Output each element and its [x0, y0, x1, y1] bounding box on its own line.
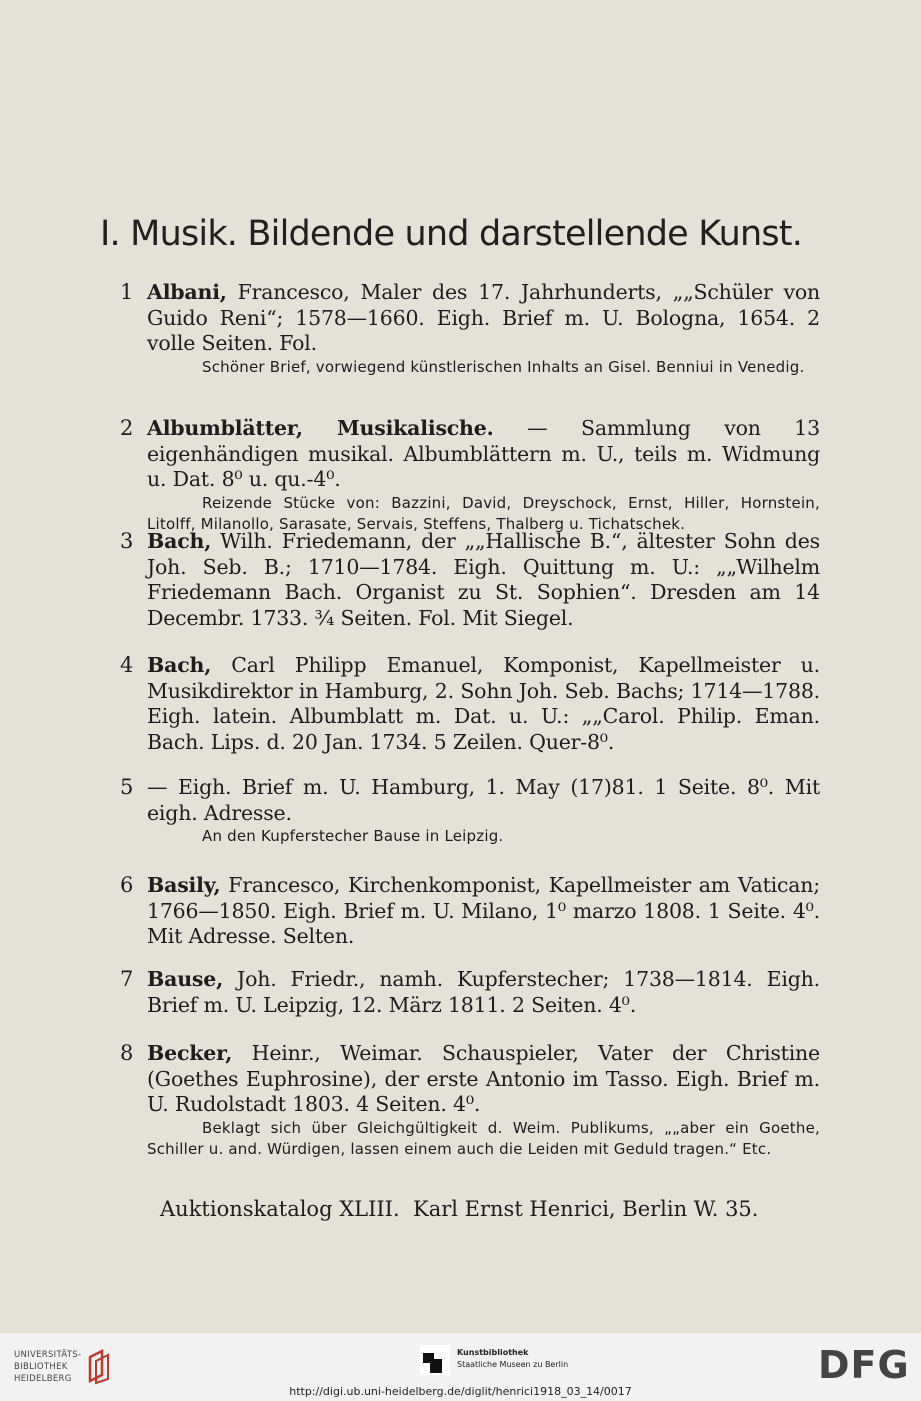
catalog-entry: [120, 1041, 820, 1160]
catalog-entry: [120, 775, 820, 847]
entry-name: Albumblätter, Musikalische.: [147, 416, 494, 440]
catalog-entry: [120, 280, 820, 378]
ub-logo-line: BIBLIOTHEK: [14, 1362, 68, 1372]
entry-text: — Eigh. Brief m. U. Hamburg, 1. May (17)81. 1 Seite. 8⁰. Mit eigh. Adresse.: [147, 775, 820, 825]
catalog-entry: [120, 529, 820, 631]
kunstbibliothek-sub: Staatliche Museen zu Berlin: [457, 1360, 569, 1369]
kunstbibliothek-logo[interactable]: [420, 1345, 569, 1379]
catalog-entry: [120, 967, 820, 1018]
entry-name: Becker,: [147, 1041, 233, 1065]
entry-body: [147, 967, 820, 1018]
entry-note: Reizende Stücke von: Bazzini, David, Dreyschock, Ernst, Hiller, Hornstein, Litolff, Milanollo, Sarasate, Servais, Steffens, Thalberg u. Tichatschek.: [147, 493, 820, 533]
entry-text: Carl Philipp Emanuel, Komponist, Kapellmeister u. Musikdirektor in Hamburg, 2. Sohn Joh. Seb. Bachs; 1714—1788. Eigh. latein. Albumblatt m. Dat. u. U.: „„Carol. Philip. Eman. Bach. Lips. d. 20 Jan. 1734. 5 Zeilen. Quer-8⁰.: [147, 653, 820, 754]
entry-number: 6: [120, 873, 134, 897]
entry-body: [147, 775, 820, 826]
entry-note: Beklagt sich über Gleichgültigkeit d. Weim. Publikums, „„aber ein Goethe, Schiller u. and. Würdigen, lassen einem auch die Leiden mit Geduld tragen.“ Etc.: [147, 1118, 820, 1158]
ub-logo-line: HEIDELBERG: [14, 1374, 72, 1384]
entry-name: Bach,: [147, 529, 212, 553]
entry-text: Heinr., Weimar. Schauspieler, Vater der Christine (Goethes Euphrosine), der erste Antonio im Tasso. Eigh. Brief m. U. Rudolstadt 1803. 4 Seiten. 4⁰.: [147, 1041, 820, 1116]
entry-text: Francesco, Maler des 17. Jahrhunderts, „„Schüler von Guido Reni“; 1578—1660. Eigh. Brief m. U. Bologna, 1654. 2 volle Seiten. Fol.: [147, 280, 820, 355]
entry-number: 5: [120, 775, 134, 799]
entry-body: [147, 416, 820, 493]
entry-text: — Sammlung von 13 eigenhändigen musikal. Albumblättern m. U., teils m. Widmung u. Dat. 8⁰ u. qu.-4⁰.: [147, 416, 820, 491]
entry-number: 8: [120, 1041, 134, 1065]
entry-text: Wilh. Friedemann, der „„Hallische B.“, ältester Sohn des Joh. Seb. B.; 1710—1784. Eigh. Quittung m. U.: „„Wilhelm Friedemann Bach. Organist zu St. Sophien“. Dresden am 14 Decembr. 1733. ¾ Seiten. Fol. Mit Siegel.: [147, 529, 820, 630]
ub-seal-icon: [84, 1347, 124, 1387]
entry-number: 1: [120, 280, 134, 304]
catalog-entry: [120, 653, 820, 755]
dfg-logo[interactable]: DFG: [818, 1343, 910, 1387]
entry-number: 3: [120, 529, 134, 553]
entry-number: 2: [120, 416, 134, 440]
entry-body: [147, 1041, 820, 1118]
page-url[interactable]: http://digi.ub.uni-heidelberg.de/diglit/henrici1918_03_14/0017: [289, 1385, 632, 1398]
kunstbibliothek-name: Kunstbibliothek: [457, 1348, 529, 1357]
entry-body: [147, 280, 820, 357]
ub-heidelberg-logo[interactable]: [14, 1347, 134, 1387]
entry-text: Francesco, Kirchenkomponist, Kapellmeister am Vatican; 1766—1850. Eigh. Brief m. U. Milano, 1⁰ marzo 1808. 1 Seite. 4⁰. Mit Adresse. Selten.: [147, 873, 820, 948]
entry-body: [147, 529, 820, 631]
ub-logo-text: [14, 1349, 81, 1385]
entry-note: Schöner Brief, vorwiegend künstlerischen Inhalts an Gisel. Benniui in Venedig.: [202, 357, 805, 376]
entry-name: Basily,: [147, 873, 221, 897]
entry-name: Albani,: [147, 280, 227, 304]
entry-number: 7: [120, 967, 134, 991]
entry-body: [147, 873, 820, 950]
kunstbibliothek-mark-icon: [420, 1345, 450, 1375]
kunstbibliothek-text: [457, 1347, 568, 1371]
entry-name: Bach,: [147, 653, 212, 677]
entry-body: [147, 653, 820, 755]
entry-number: 4: [120, 653, 134, 677]
catalog-entry: [120, 416, 820, 535]
catalog-entry: [120, 873, 820, 950]
entry-note: An den Kupferstecher Bause in Leipzig.: [202, 827, 504, 845]
section-heading: I. Musik. Bildende und darstellende Kunst.: [100, 214, 803, 254]
entry-text: Joh. Friedr., namh. Kupferstecher; 1738—1814. Eigh. Brief m. U. Leipzig, 12. März 1811. 2 Seiten. 4⁰.: [147, 967, 820, 1017]
ub-logo-line: UNIVERSITÄTS-: [14, 1350, 82, 1360]
catalog-footer: Auktionskatalog XLIII. Karl Ernst Henrici, Berlin W. 35.: [160, 1197, 759, 1221]
entry-name: Bause,: [147, 967, 224, 991]
